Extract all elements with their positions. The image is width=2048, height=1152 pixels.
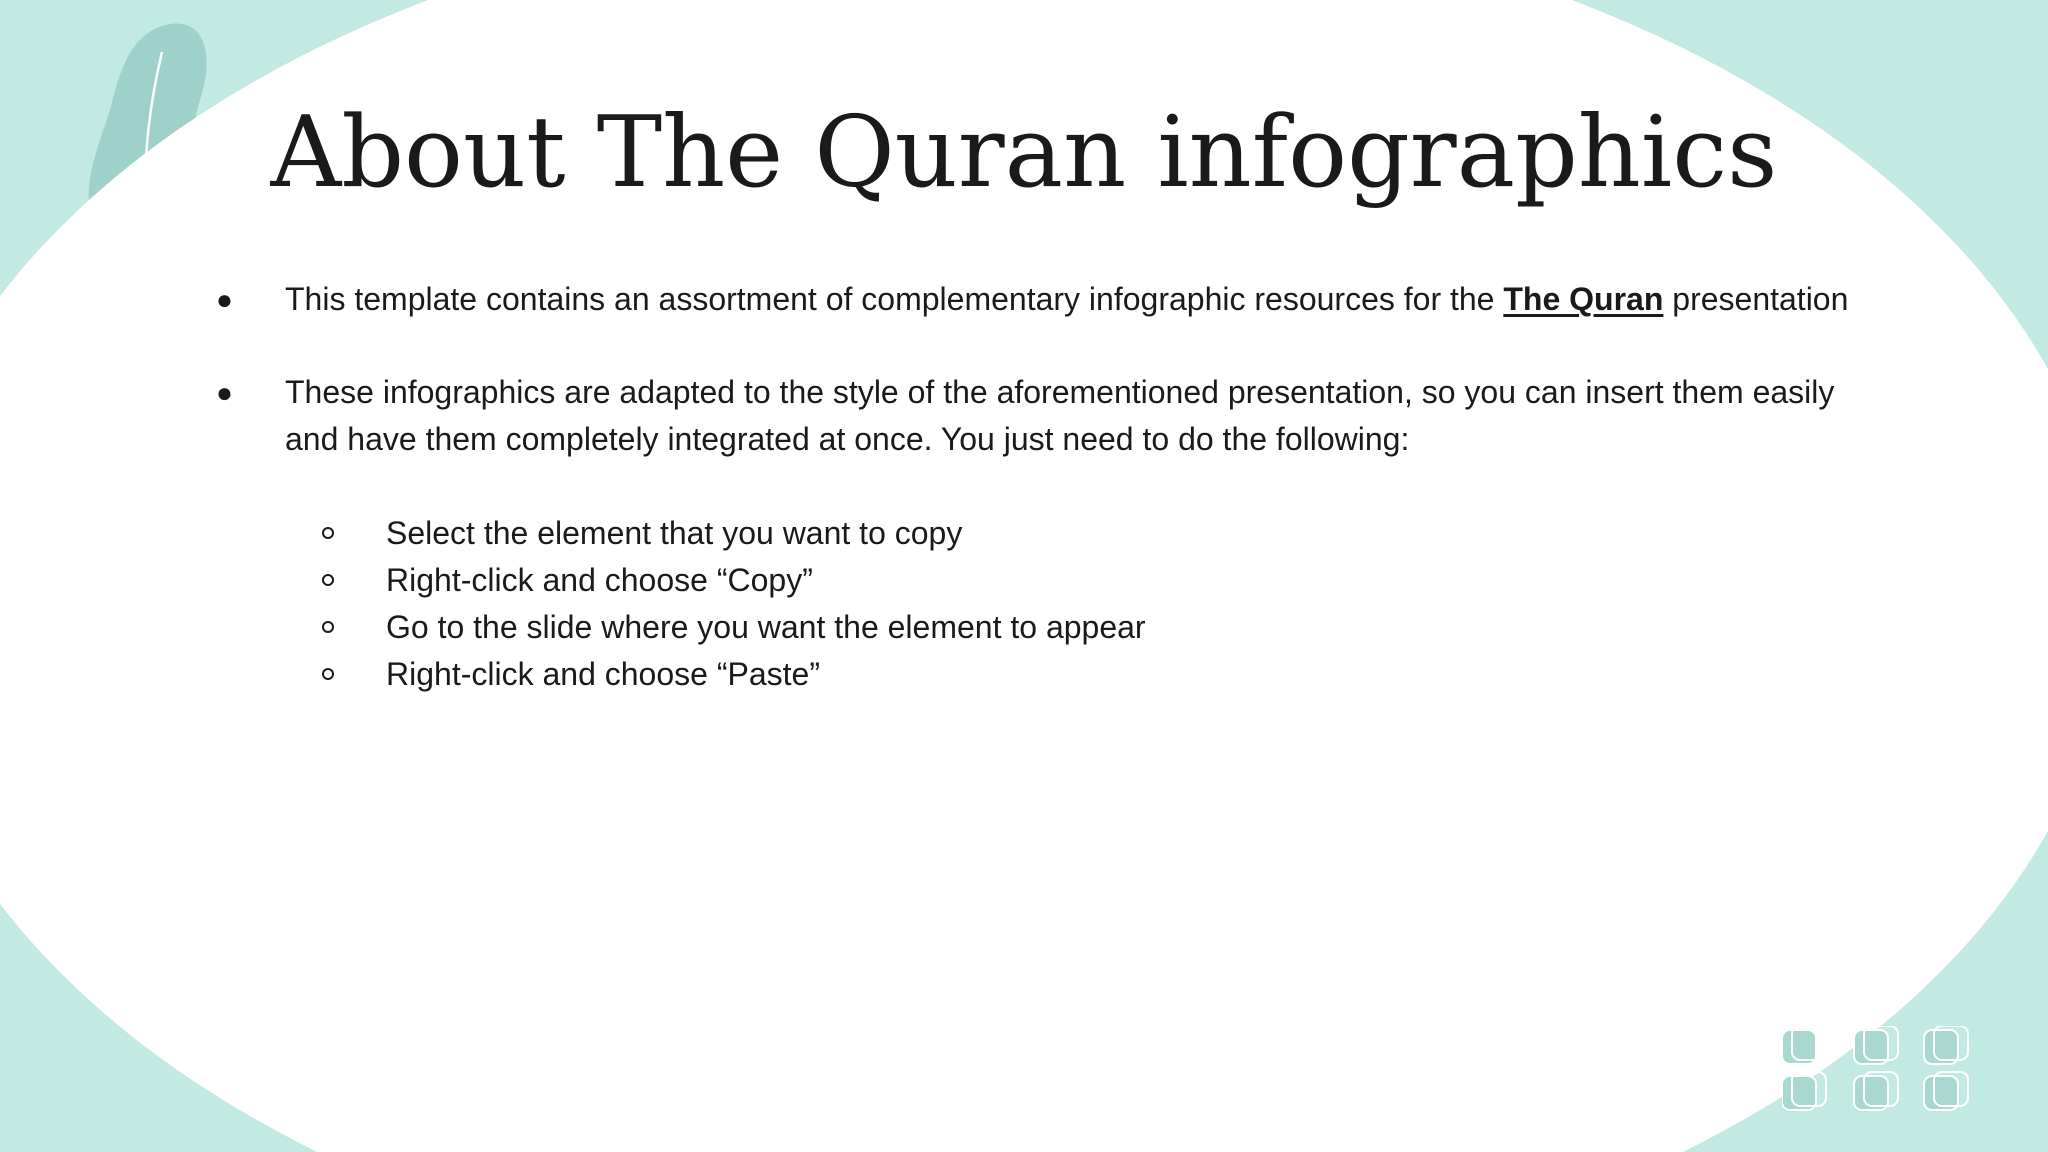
steps-list (210, 510, 1850, 698)
squares-grid-icon (1782, 1026, 1972, 1116)
slide-content (210, 276, 1850, 698)
bullet-dot: ● (216, 377, 233, 408)
circle-bullet-icon (322, 527, 334, 539)
bullet-dot: ● (216, 284, 233, 315)
bullet-item-2 (210, 369, 1850, 463)
bullet-2-text: These infographics are adapted to the style of the aforementioned presentation, so you can insert them easily and have them completely integrated at once. You just need to do the following: (285, 374, 1835, 457)
step-text: Right-click and choose “Copy” (386, 562, 813, 598)
step-text: Right-click and choose “Paste” (386, 656, 820, 692)
circle-bullet-icon (322, 668, 334, 680)
circle-bullet-icon (322, 574, 334, 586)
the-quran-link[interactable]: The Quran (1503, 281, 1664, 317)
step-item (386, 510, 1850, 557)
step-item (386, 557, 1850, 604)
page-title: About The Quran infographics (270, 96, 1778, 210)
bullet-1-text-after: presentation (1663, 281, 1849, 317)
step-item (386, 604, 1850, 651)
step-text: Select the element that you want to copy (386, 515, 963, 551)
step-text: Go to the slide where you want the element to appear (386, 609, 1146, 645)
bullet-item-1 (210, 276, 1850, 323)
circle-bullet-icon (322, 621, 334, 633)
step-item (386, 651, 1850, 698)
bullet-1-text-before: This template contains an assortment of complementary infographic resources for the (285, 281, 1504, 317)
